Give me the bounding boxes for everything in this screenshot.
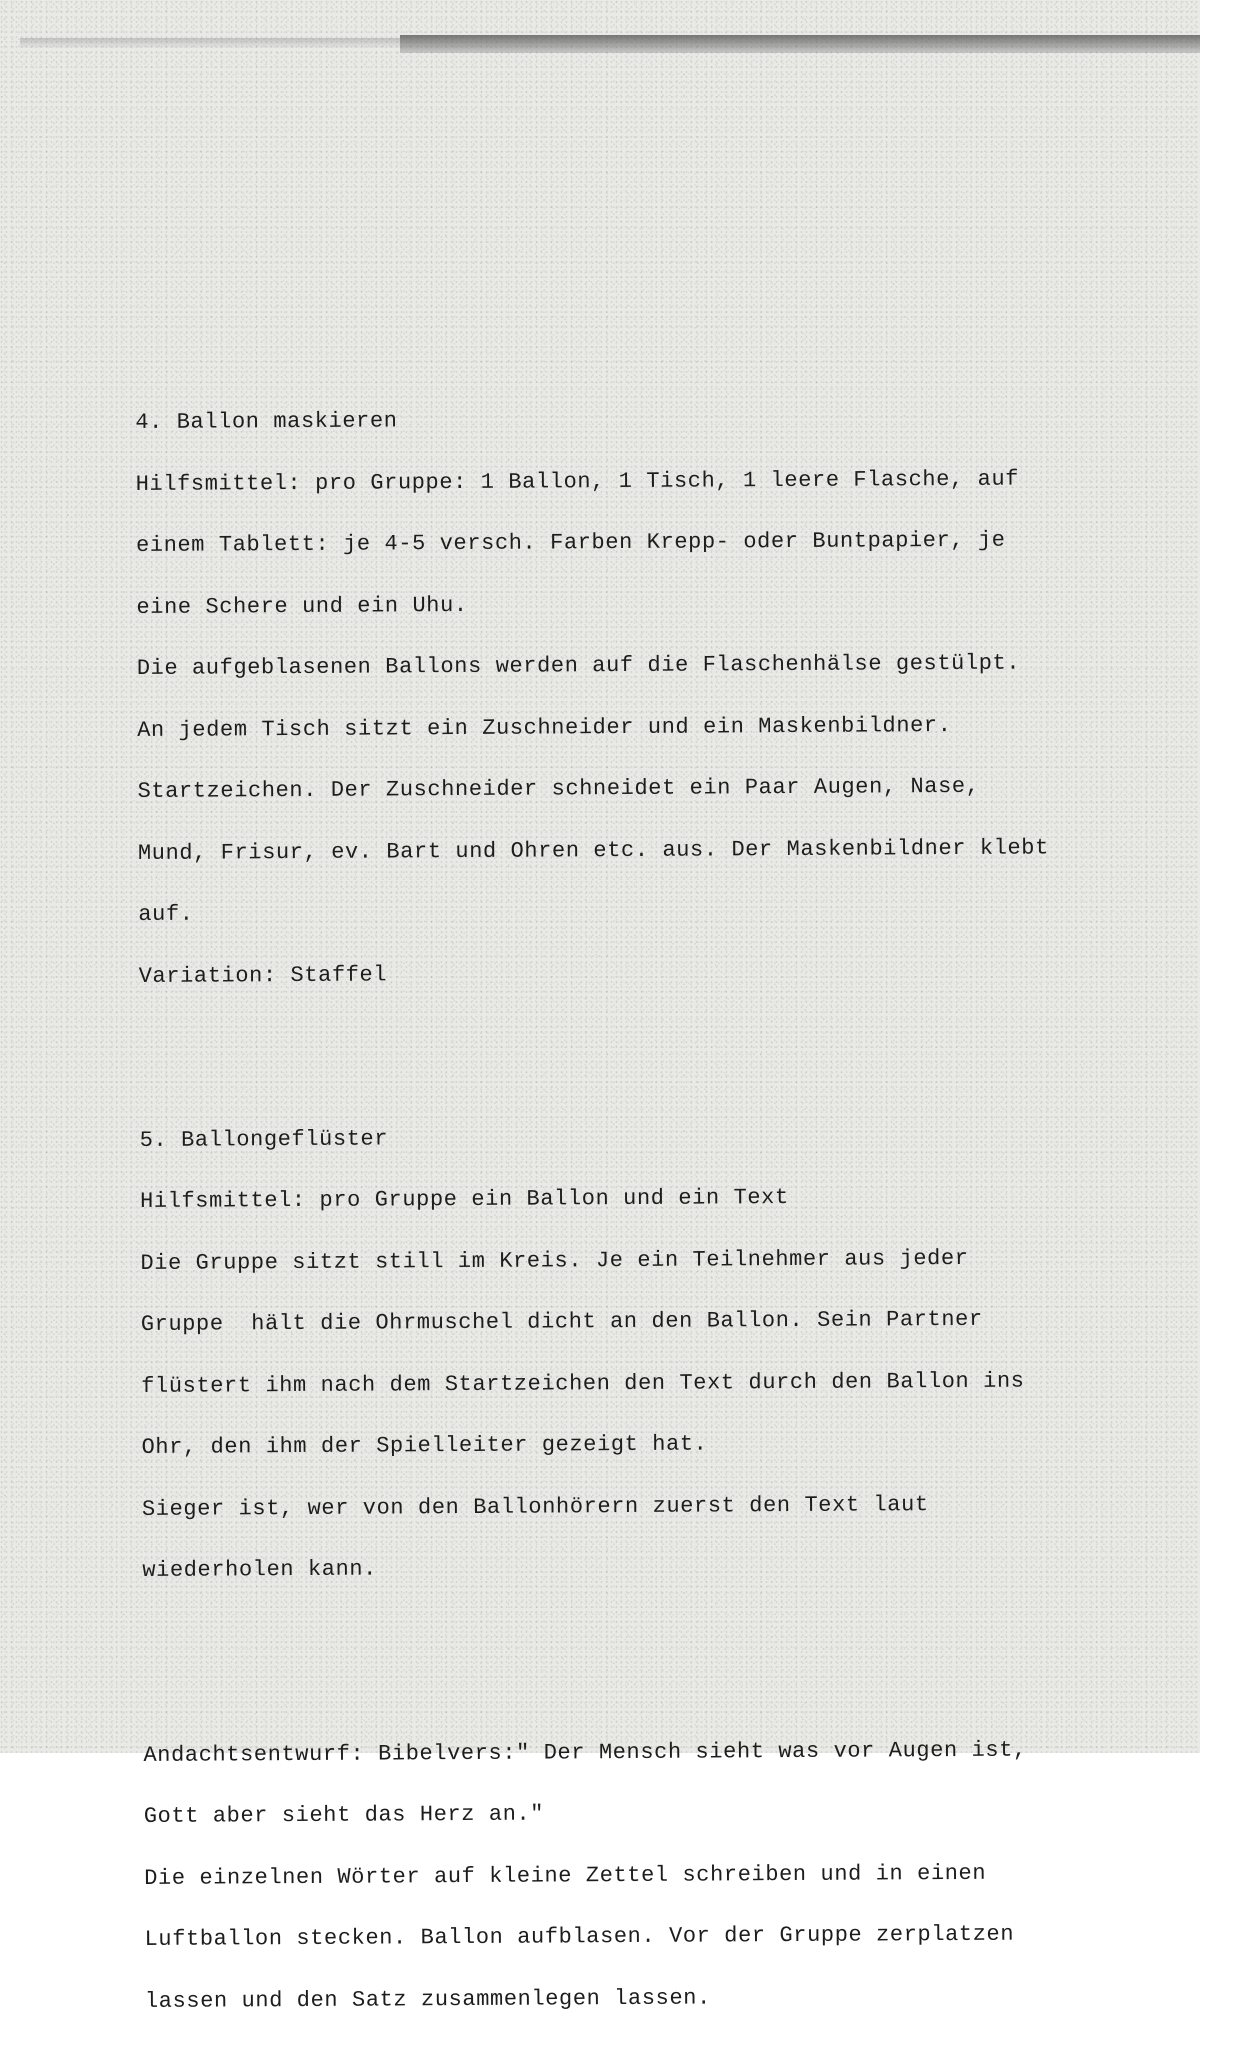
section-4-line: Startzeichen. Der Zuschneider schneidet ein Paar Augen, Nase, <box>137 773 980 804</box>
paragraph-gap <box>143 1637 1143 1684</box>
andacht-line: Die einzelnen Wörter auf kleine Zettel schreiben und in einen <box>144 1860 987 1891</box>
section-5-line: Die Gruppe sitzt still im Kreis. Je ein Teilnehmer aus jeder <box>140 1245 969 1276</box>
section-4-line: einem Tablett: je 4-5 versch. Farben Krepp- oder Buntpapier, je <box>135 527 1006 558</box>
section-4-line: Variation: Staffel <box>138 961 388 989</box>
section-4-line: An jedem Tisch sitzt ein Zuschneider und ein Maskenbildner. <box>137 712 952 743</box>
section-5-line: Ohr, den ihm der Spielleiter gezeigt hat. <box>141 1431 708 1460</box>
section-5-line: Hilfsmittel: pro Gruppe ein Ballon und ein Text <box>139 1185 789 1214</box>
paragraph-gap <box>139 1042 1139 1069</box>
typewritten-text <box>135 366 1145 2053</box>
section-5-heading: 5. Ballongeflüster <box>139 1125 389 1153</box>
section-4-heading: 4. Ballon maskieren <box>135 408 398 435</box>
scan-edge-shadow-left <box>20 38 400 48</box>
andacht-line: lassen und den Satz zusammenlegen lassen. <box>144 1985 711 2014</box>
section-5-line: flüstert ihm nach dem Startzeichen den Text durch den Ballon ins <box>141 1368 1025 1399</box>
andacht-line: Luftballon stecken. Ballon aufblasen. Vor der Gruppe zerplatzen <box>144 1921 1015 1952</box>
section-4-line: Die aufgeblasenen Ballons werden auf die Flaschenhälse gestülpt. <box>136 650 1021 681</box>
section-5-line: wiederholen kann. <box>142 1556 378 1583</box>
section-5-line: Gruppe hält die Ohrmuschel dicht an den Ballon. Sein Partner <box>140 1306 983 1337</box>
section-4-line: auf. <box>138 901 194 927</box>
section-4-line: Mund, Frisur, ev. Bart und Ohren etc. aus. Der Maskenbildner klebt <box>137 834 1049 866</box>
section-5-line: Sieger ist, wer von den Ballonhörern zuerst den Text laut <box>141 1491 929 1522</box>
scan-right-margin <box>1200 0 1247 1753</box>
andacht-line: Andachtsentwurf: Bibelvers:" Der Mensch sieht was vor Augen ist, <box>143 1737 1027 1768</box>
section-4-line: eine Schere und ein Uhu. <box>136 592 468 620</box>
andacht-line: Gott aber sieht das Herz an." <box>143 1801 545 1829</box>
scan-edge-shadow <box>400 35 1220 53</box>
section-4-line: Hilfsmittel: pro Gruppe: 1 Ballon, 1 Tisch, 1 leere Flasche, auf <box>135 466 1020 497</box>
